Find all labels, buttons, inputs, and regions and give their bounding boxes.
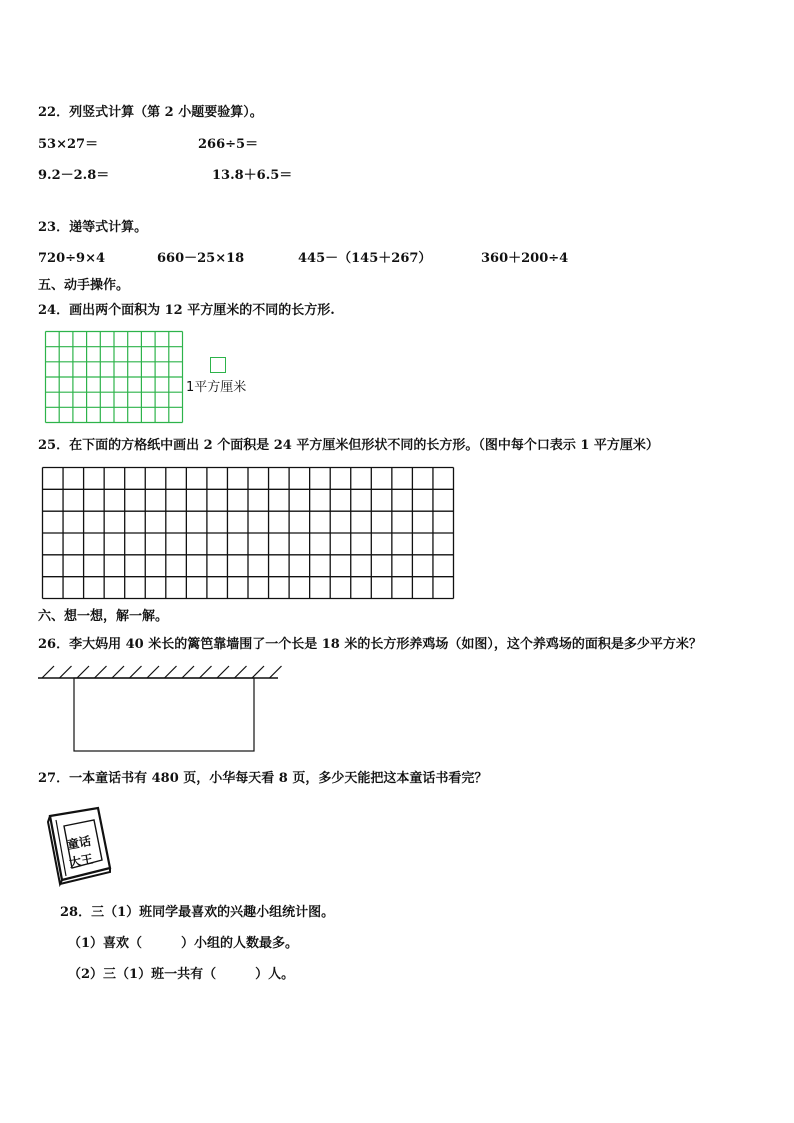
q22-expr-1: 53×27＝ (38, 137, 99, 152)
q23-expr-2: 660－25×18 (157, 251, 245, 266)
hatch-stroke (200, 666, 212, 678)
hatch-stroke (182, 666, 194, 678)
q24-title: 24．画出两个面积为 12 平方厘米的不同的长方形. (38, 303, 335, 318)
book-title-line2: 大王 (68, 852, 95, 870)
hatch-stroke (165, 666, 177, 678)
q24-green-grid (45, 331, 183, 423)
hatch-stroke (95, 666, 107, 678)
q23-expr-3: 445－（145＋267） (298, 251, 432, 266)
q25-title: 25．在下面的方格纸中画出 2 个面积是 24 平方厘米但形状不同的长方形。（图中每个口表示 1 平方厘米） (38, 438, 659, 453)
hatch-stroke (60, 666, 72, 678)
unit-square-label: 1平方厘米 (186, 380, 247, 395)
q25-square-grid (42, 467, 454, 599)
fence-rectangle (74, 678, 254, 751)
hatch-stroke (270, 666, 282, 678)
q27-title: 27．一本童话书有 480 页，小华每天看 8 页，多少天能把这本童话书看完？ (38, 771, 488, 786)
q28-sub-2: （2）三（1）班一共有（ ）人。 (68, 967, 295, 982)
q26-title: 26．李大妈用 40 米长的篱笆靠墙围了一个长是 18 米的长方形养鸡场（如图），这个养鸡场的面积是多少平方米？ (38, 637, 702, 652)
section-6-heading: 六、想一想，解一解。 (38, 609, 169, 624)
q23-expr-4: 360＋200÷4 (481, 251, 569, 266)
hatch-stroke (42, 666, 54, 678)
hatch-stroke (252, 666, 264, 678)
section-5-heading: 五、动手操作。 (38, 278, 130, 293)
chicken-farm-diagram (38, 664, 283, 756)
q28-sub-1: （1）喜欢（ ）小组的人数最多。 (68, 936, 299, 951)
hatch-stroke (112, 666, 124, 678)
q23-expr-1: 720÷9×4 (38, 251, 106, 266)
hatch-stroke (130, 666, 142, 678)
q22-expr-3: 9.2－2.8＝ (38, 168, 110, 183)
q23-title: 23．递等式计算。 (38, 220, 148, 235)
q22-expr-4: 13.8＋6.5＝ (212, 168, 293, 183)
unit-square-icon (210, 357, 226, 373)
hatch-stroke (217, 666, 229, 678)
q22-expr-2: 266÷5＝ (198, 137, 259, 152)
hatch-stroke (147, 666, 159, 678)
hatch-stroke (235, 666, 247, 678)
q28-title: 28．三（1）班同学最喜欢的兴趣小组统计图。 (60, 905, 335, 920)
hatch-stroke (77, 666, 89, 678)
wall-hatching (42, 666, 282, 678)
book-title-line1: 童话 (66, 834, 93, 852)
q22-title: 22．列竖式计算（第 2 小题要验算）。 (38, 105, 263, 120)
